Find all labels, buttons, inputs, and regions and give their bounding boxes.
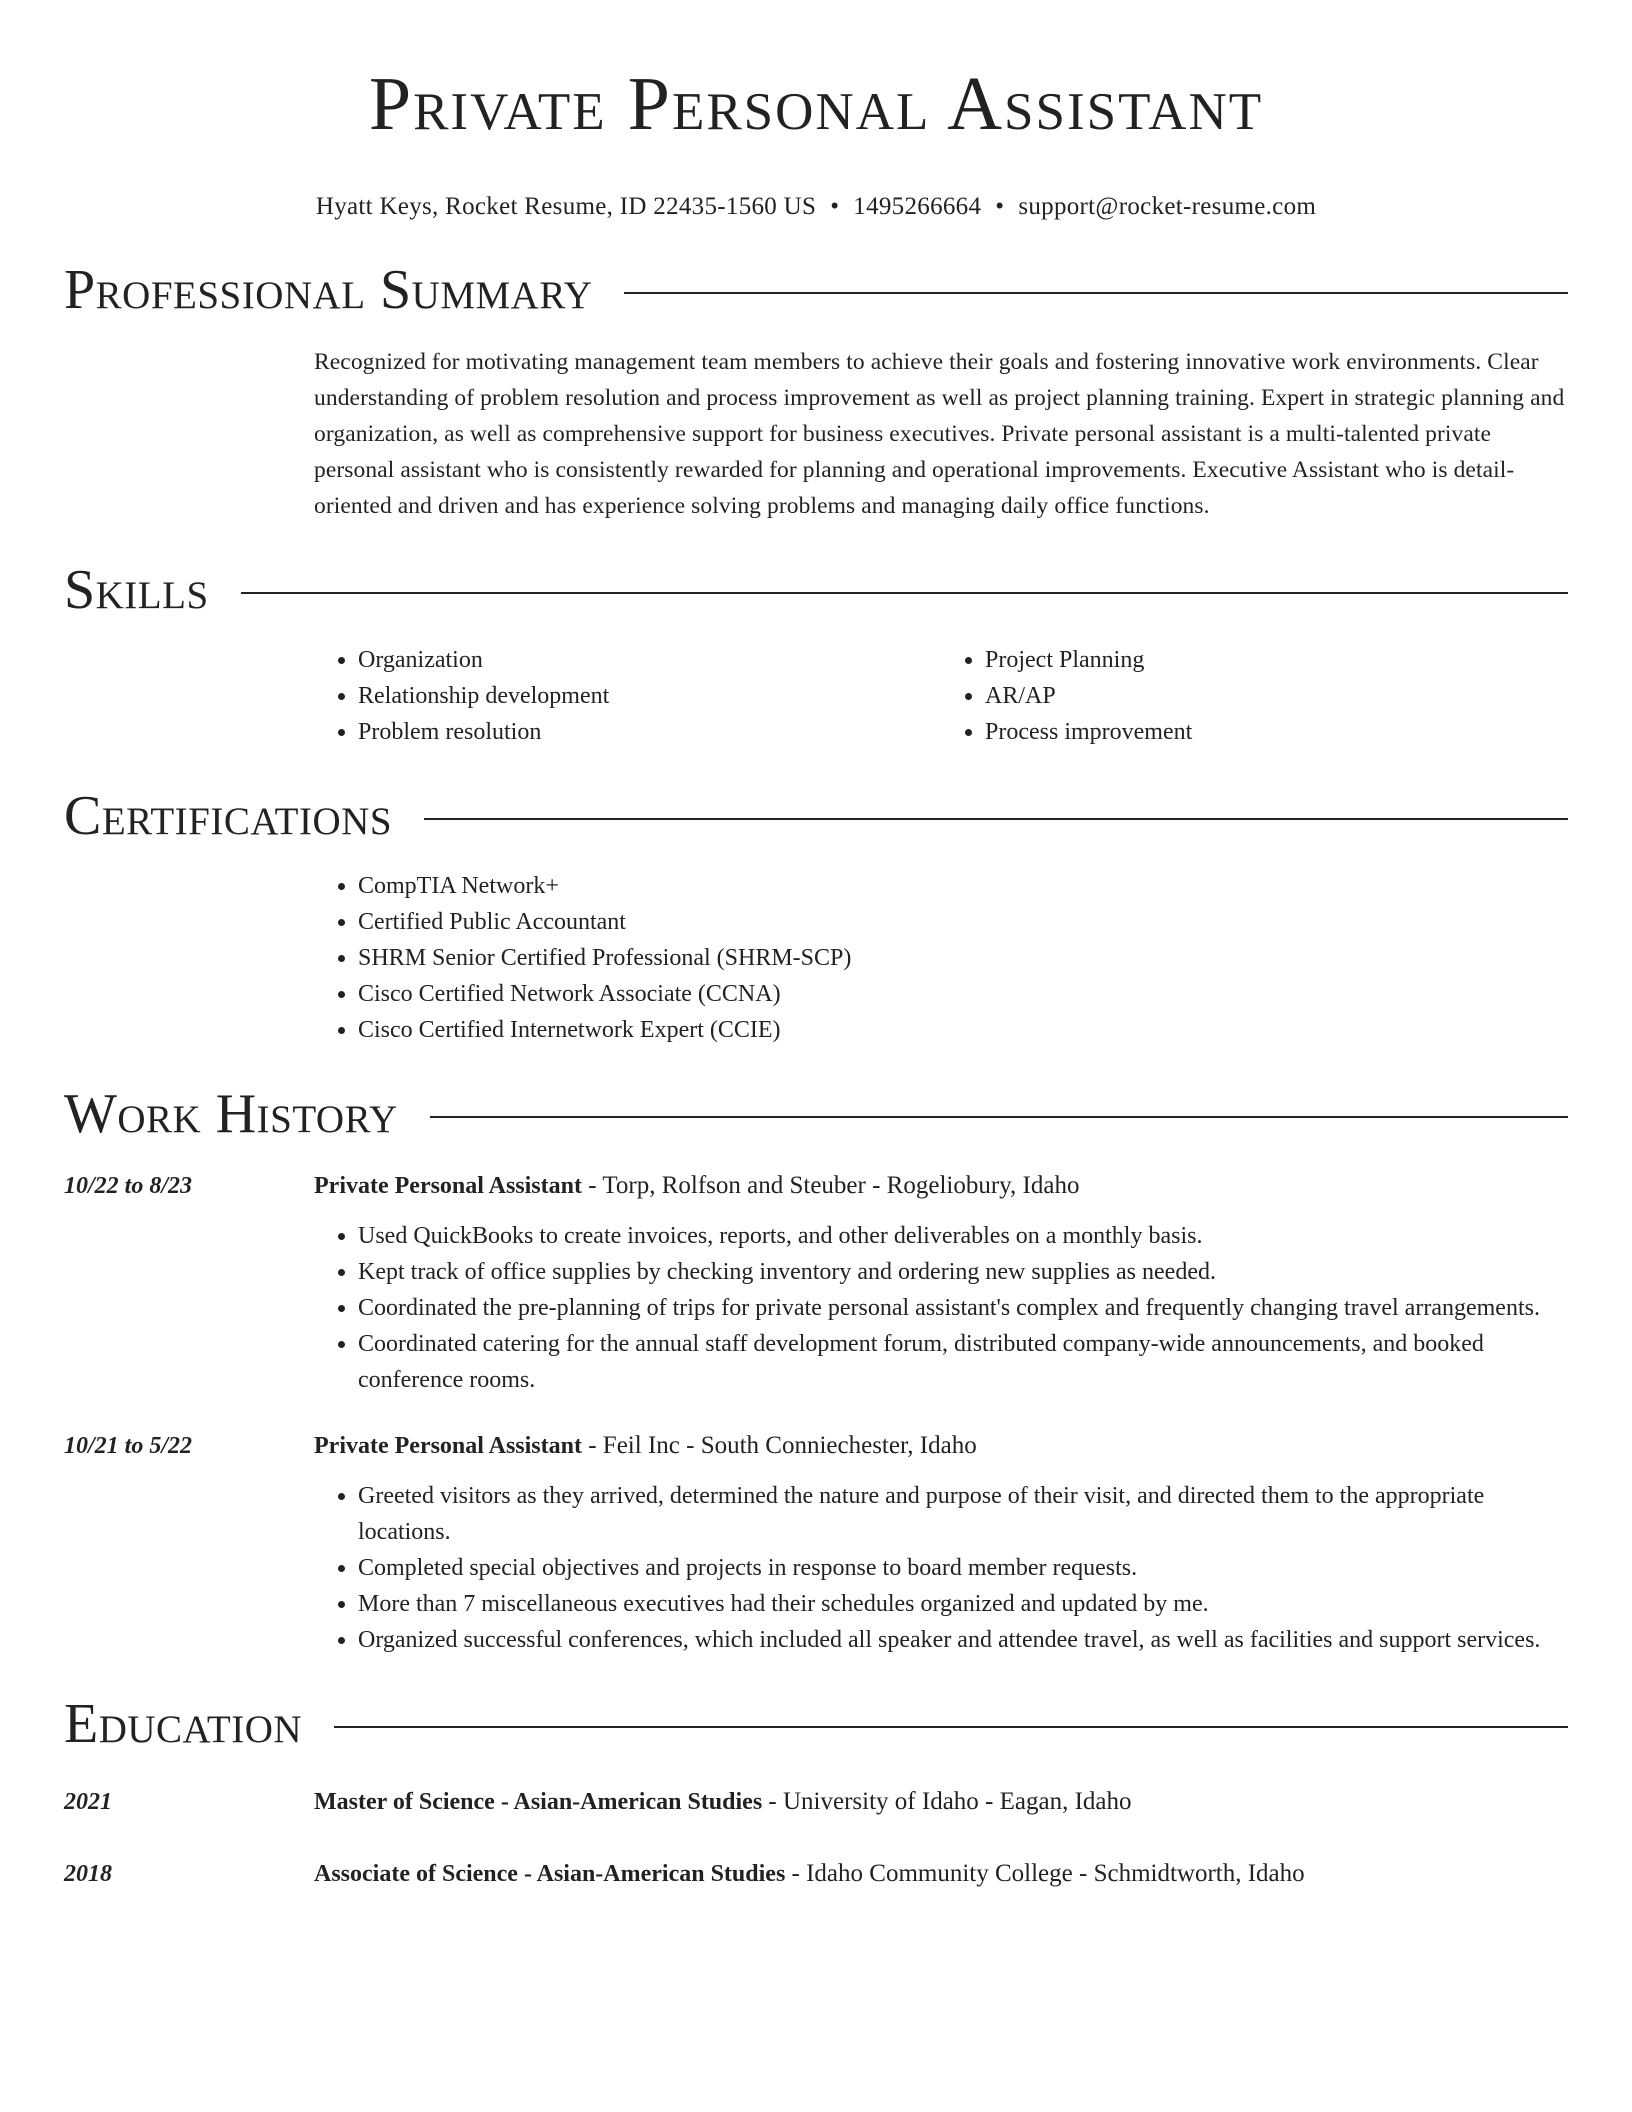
education-year: 2021 [64,1789,112,1815]
education-line [314,1784,1132,1820]
contact-phone: 1495266664 [853,193,982,220]
job-bullet: • Organized successful conferences, which included all speaker and attendee travel, as well as facilities and support services. [358,1622,1568,1658]
skill-item: • Relationship development [358,678,941,714]
candidate-name: Private Personal Assistant [368,62,1264,146]
skill-item: • AR/AP [985,678,1568,714]
job-dates: 10/21 to 5/22 [64,1433,193,1459]
education-line [314,1856,1305,1892]
section-divider [334,1726,1568,1728]
education-year: 2018 [64,1861,112,1887]
skills-section-header [64,558,1568,622]
job-bullet: • Used QuickBooks to create invoices, reports, and other deliverables on a monthly basis. [358,1218,1568,1254]
certification-item: • Certified Public Accountant [358,904,1568,940]
job-details: - Torp, Rolfson and Steuber - Rogeliobury, Idaho [581,1172,1080,1199]
job-bullet: • Kept track of office supplies by checking inventory and ordering new supplies as needed. [358,1254,1568,1290]
skill-item: • Process improvement [985,714,1568,750]
skill-item: • Project Planning [985,642,1568,678]
section-divider [241,592,1568,594]
job-body [314,1428,1568,1658]
certification-item: • Cisco Certified Network Associate (CCNA) [358,976,1568,1012]
certification-item: • Cisco Certified Internetwork Expert (CCIE) [358,1012,1568,1048]
skills-list-right [941,642,1568,750]
contact-separator: • [995,193,1005,220]
job-entry [64,1168,1568,1398]
job-title-line [314,1428,1568,1464]
contact-address: Hyatt Keys, Rocket Resume, ID 22435-1560 US [315,193,817,220]
skill-item: • Problem resolution [358,714,941,750]
contact-line [64,190,1568,224]
education-degree: Associate of Science - Asian-American Studies [314,1861,786,1887]
education-heading: Education [64,1693,303,1755]
job-bullet: • Coordinated catering for the annual staff development forum, distributed company-wide announcements, and booked conference rooms. [358,1326,1568,1398]
job-entry [64,1428,1568,1658]
job-bullet: • Coordinated the pre-planning of trips for private personal assistant's complex and frequently changing travel arrangements. [358,1290,1568,1326]
summary-section-header [64,258,1568,322]
work-heading: Work History [64,1083,398,1145]
certifications-heading: Certifications [64,785,393,847]
job-title-line [314,1168,1568,1204]
job-dates: 10/22 to 8/23 [64,1173,193,1199]
contact-email[interactable]: support@rocket-resume.com [1018,193,1317,220]
job-bullet: • Completed special objectives and projects in response to board member requests. [358,1550,1568,1586]
job-bullet: • More than 7 miscellaneous executives had their schedules organized and updated by me. [358,1586,1568,1622]
skills-heading: Skills [64,559,209,621]
work-section-header [64,1082,1568,1146]
section-divider [430,1116,1568,1118]
section-divider [424,818,1568,820]
skills-grid [314,642,1568,750]
certification-item: • SHRM Senior Certified Professional (SHRM-SCP) [358,940,1568,976]
education-section-header [64,1692,1568,1756]
job-bullets [314,1218,1568,1398]
certifications-list [314,868,1568,1048]
skill-item: • Organization [358,642,941,678]
contact-separator: • [830,193,840,220]
section-divider [624,292,1568,294]
skills-list-left [314,642,941,750]
job-body [314,1168,1568,1398]
certification-item: • CompTIA Network+ [358,868,1568,904]
summary-heading: Professional Summary [64,259,593,321]
job-title: Private Personal Assistant [314,1433,582,1459]
education-entry [64,1856,1568,1892]
job-details: - Feil Inc - South Conniechester, Idaho [581,1432,977,1459]
job-bullet: • Greeted visitors as they arrived, determined the nature and purpose of their visit, and directed them to the appropriate locations. [358,1478,1568,1550]
job-title: Private Personal Assistant [314,1173,582,1199]
education-details: - Idaho Community College - Schmidtworth, Idaho [785,1860,1305,1887]
education-entry [64,1784,1568,1820]
education-degree: Master of Science - Asian-American Studies [314,1789,763,1815]
certifications-section-header [64,784,1568,848]
summary-text: Recognized for motivating management team members to achieve their goals and fostering innovative work environments. Clear understanding of problem resolution and process improvement as well as project planning training. Expert in strategic planning and organization, as well as comprehensive support for business executives. Private personal assistant is a multi-talented private personal assistant who is consistently rewarded for planning and operational improvements. Executive Assistant who is detail-oriented and driven and has experience solving problems and managing daily office functions. [314,349,1565,519]
education-details: - University of Idaho - Eagan, Idaho [762,1788,1132,1815]
job-bullets [314,1478,1568,1658]
